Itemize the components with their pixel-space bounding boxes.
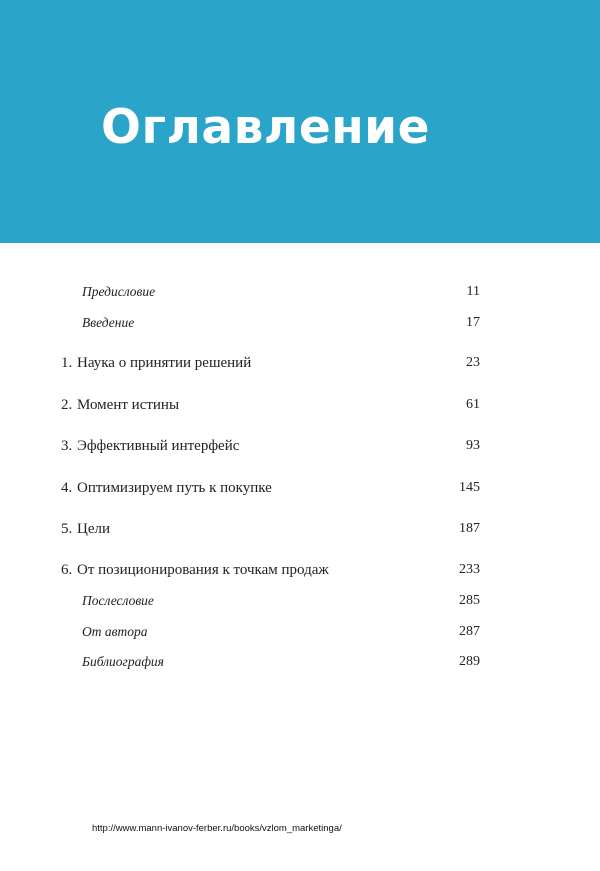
- toc-entry-preface[interactable]: [0, 281, 600, 303]
- toc-entry-page: 17: [466, 315, 480, 330]
- toc-entry-number: 6.: [61, 562, 73, 578]
- toc-entry-title: Цели: [77, 521, 111, 537]
- toc-entry-page: 285: [459, 593, 480, 608]
- toc-entry-number: 2.: [61, 397, 73, 413]
- toc-entry-page: 233: [459, 562, 480, 577]
- toc-entry-number: 1.: [61, 355, 73, 371]
- toc-entry-title: Библиография: [82, 654, 164, 669]
- toc-entry-chapter-1[interactable]: [0, 352, 600, 374]
- toc-entry-title: Момент истины: [77, 397, 180, 413]
- toc-entry-title: Послесловие: [82, 593, 154, 608]
- toc-entry-bibliography[interactable]: [0, 651, 600, 673]
- toc-entry-chapter-4[interactable]: [0, 477, 600, 499]
- toc-entry-page: 289: [459, 654, 480, 669]
- toc-entry-page: 287: [459, 624, 480, 639]
- toc-entry-number: 5.: [61, 521, 73, 537]
- toc-entry-number: 4.: [61, 480, 73, 496]
- footer-url-link[interactable]: http://www.mann-ivanov-ferber.ru/books/vzlom_marketinga/: [92, 823, 342, 834]
- toc-entry-title: От позиционирования к точкам продаж: [77, 562, 329, 578]
- toc-entry-chapter-3[interactable]: [0, 435, 600, 457]
- toc-entry-page: 93: [466, 438, 480, 453]
- toc-entry-page: 187: [459, 521, 480, 536]
- toc-entry-page: 11: [466, 284, 480, 299]
- toc-entry-page: 145: [459, 480, 480, 495]
- toc-entry-chapter-2[interactable]: [0, 394, 600, 416]
- toc-entry-title: Эффективный интерфейс: [77, 438, 240, 454]
- toc-entry-number: 3.: [61, 438, 73, 454]
- toc-entry-page: 61: [466, 397, 480, 412]
- toc-entry-afterword[interactable]: [0, 590, 600, 612]
- toc-entry-chapter-6[interactable]: [0, 559, 600, 581]
- toc-entry-title: Предисловие: [82, 284, 156, 299]
- toc-entry-title: Оптимизируем путь к покупке: [77, 480, 272, 496]
- toc-entry-title: Введение: [82, 315, 135, 330]
- toc-entry-page: 23: [466, 355, 480, 370]
- page-title: Оглавление: [101, 100, 430, 155]
- toc-entry-title: Наука о принятии решений: [77, 355, 252, 371]
- toc-entry-chapter-5[interactable]: [0, 518, 600, 540]
- toc-entry-introduction[interactable]: [0, 312, 600, 334]
- toc-entry-from-author[interactable]: [0, 621, 600, 643]
- toc-entry-title: От автора: [82, 624, 148, 639]
- header-band: [0, 0, 600, 243]
